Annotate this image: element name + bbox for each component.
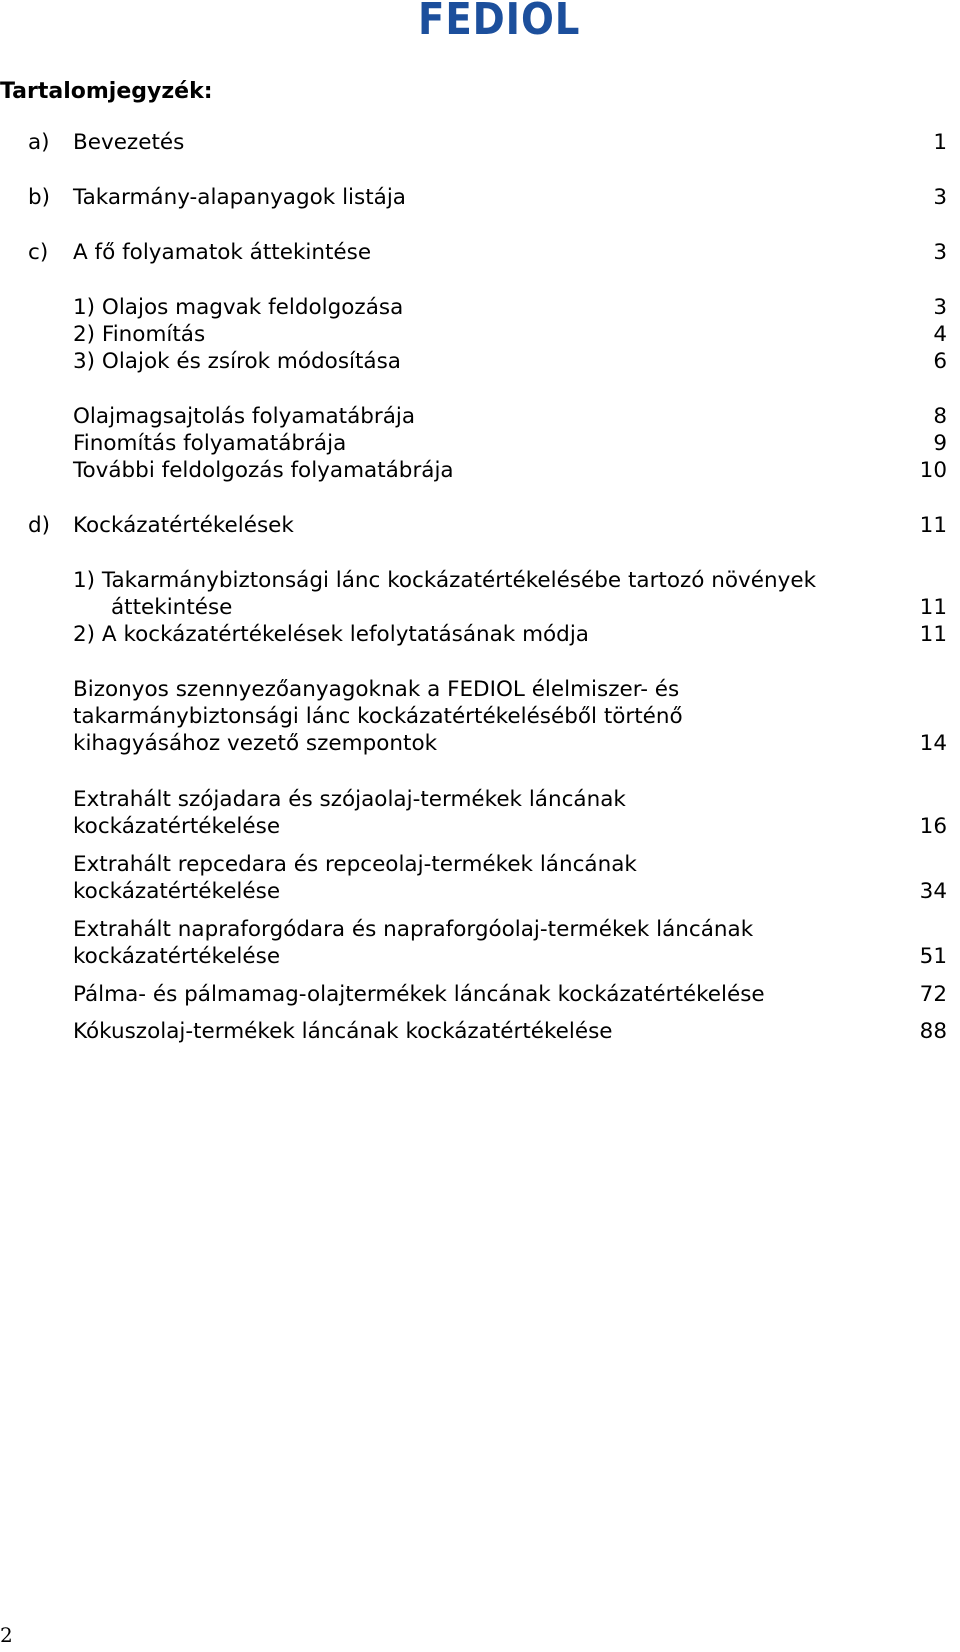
page-title: Tartalomjegyzék:	[0, 79, 213, 104]
page-number: 2	[0, 1623, 13, 1647]
toc-item-kokusz[interactable]: Kókuszolaj-termékek láncának kockázatértékelése	[73, 1019, 613, 1044]
toc-page-number: 4	[933, 322, 947, 347]
toc-item-tovabbi-feldolgozas-abra[interactable]: További feldolgozás folyamatábrája	[73, 458, 454, 483]
toc-letter-d: d)	[28, 513, 51, 538]
toc-page-number: 14	[919, 731, 947, 756]
toc-letter-c: c)	[28, 240, 49, 265]
toc-item-lefolytatas-modja[interactable]: 2) A kockázatértékelések lefolytatásának módja	[73, 622, 589, 647]
toc-item-napraforgo-line2[interactable]: kockázatértékelése	[73, 944, 281, 969]
toc-item-olajok-modositasa[interactable]: 3) Olajok és zsírok módosítása	[73, 349, 401, 374]
toc-page-number: 1	[933, 130, 947, 155]
toc-item-takarmany-alapanyagok[interactable]: Takarmány-alapanyagok listája	[73, 185, 406, 210]
toc-item-szennyezoanyagok-line1[interactable]: Bizonyos szennyezőanyagoknak a FEDIOL élelmiszer- és	[73, 677, 680, 702]
toc-page-number: 16	[919, 814, 947, 839]
toc-item-repce-line2[interactable]: kockázatértékelése	[73, 879, 281, 904]
toc-page-number: 3	[933, 240, 947, 265]
toc-item-szoja-line1[interactable]: Extrahált szójadara és szójaolaj-termékek láncának	[73, 787, 626, 812]
toc-page-number: 11	[919, 595, 947, 620]
toc-page-number: 34	[919, 879, 947, 904]
toc-page-number: 8	[933, 404, 947, 429]
toc-page-number: 3	[933, 185, 947, 210]
toc-item-palma[interactable]: Pálma- és pálmamag-olajtermékek láncának kockázatértékelése	[73, 982, 765, 1007]
toc-item-olajmagsajtolas-abra[interactable]: Olajmagsajtolás folyamatábrája	[73, 404, 416, 429]
toc-item-szennyezoanyagok-line2[interactable]: takarmánybiztonsági lánc kockázatértékeléséből történő	[73, 704, 683, 729]
toc-item-repce-line1[interactable]: Extrahált repcedara és repceolaj-termékek láncának	[73, 852, 637, 877]
fediol-logo: FEDIOL	[418, 0, 581, 45]
toc-item-fo-folyamatok[interactable]: A fő folyamatok áttekintése	[73, 240, 372, 265]
toc-item-finomitas-abra[interactable]: Finomítás folyamatábrája	[73, 431, 347, 456]
toc-page-number: 10	[919, 458, 947, 483]
toc-page-number: 51	[919, 944, 947, 969]
toc-page-number: 11	[919, 513, 947, 538]
toc-letter-a: a)	[28, 130, 50, 155]
toc-page-number: 3	[933, 295, 947, 320]
toc-item-napraforgo-line1[interactable]: Extrahált napraforgódara és napraforgóolaj-termékek láncának	[73, 917, 754, 942]
toc-page-number: 88	[919, 1019, 947, 1044]
toc-item-finomitas[interactable]: 2) Finomítás	[73, 322, 206, 347]
toc-item-olajos-magvak[interactable]: 1) Olajos magvak feldolgozása	[73, 295, 404, 320]
toc-item-kockazatertekelesek[interactable]: Kockázatértékelések	[73, 513, 294, 538]
toc-letter-b: b)	[28, 185, 51, 210]
toc-page-number: 9	[933, 431, 947, 456]
toc-page-number: 6	[933, 349, 947, 374]
toc-page-number: 11	[919, 622, 947, 647]
toc-item-szennyezoanyagok-line3[interactable]: kihagyásához vezető szempontok	[73, 731, 438, 756]
toc-item-takarmanybiztonsagi-line2[interactable]: áttekintése	[111, 595, 233, 620]
toc-item-bevezetes[interactable]: Bevezetés	[73, 130, 185, 155]
toc-item-takarmanybiztonsagi-line1[interactable]: 1) Takarmánybiztonsági lánc kockázatértékelésébe tartozó növények	[73, 568, 817, 593]
toc-page-number: 72	[919, 982, 947, 1007]
toc-item-szoja-line2[interactable]: kockázatértékelése	[73, 814, 281, 839]
